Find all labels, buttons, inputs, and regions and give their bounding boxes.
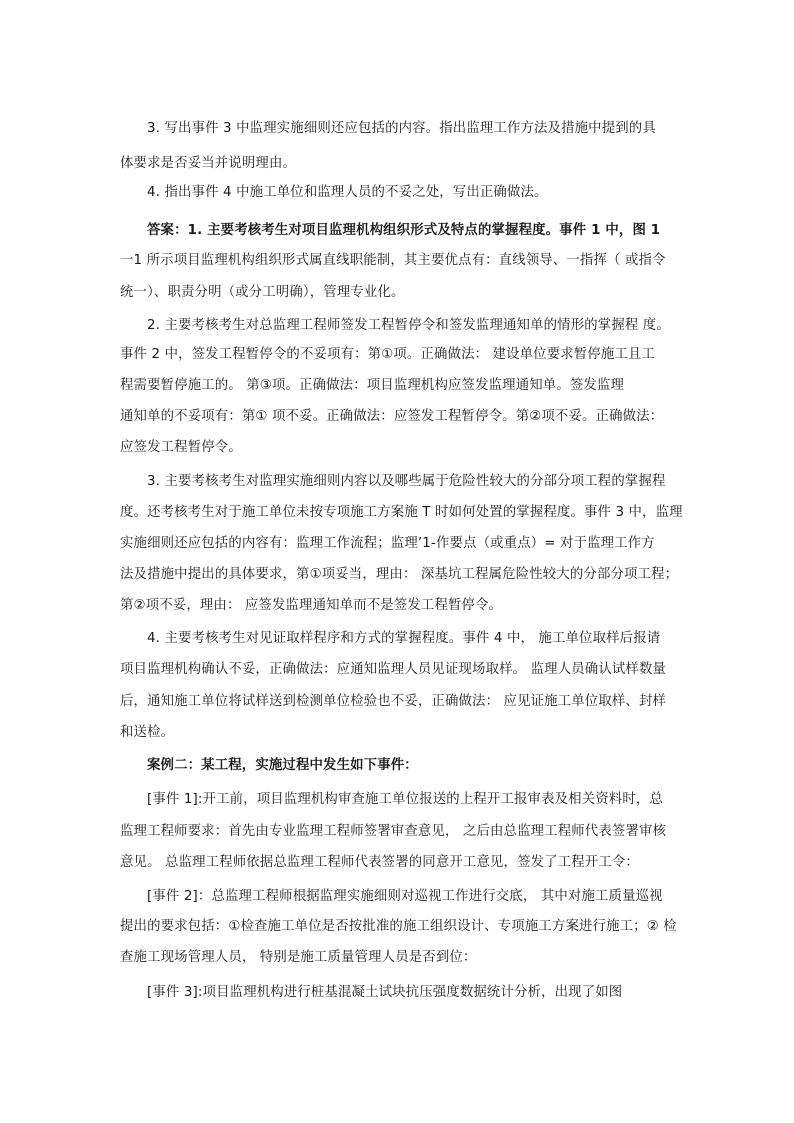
answer-3-line-3: 实施细则还应包括的内容有：监理工作流程；监理’1-作要点（或重点）= 对于监理工作方 (120, 536, 655, 551)
answer-2-line-3: 程需要暂停施工的。 第③项。正确做法：项目监理机构应签发监理通知单。签发监理 (120, 378, 625, 393)
answer-3-line-2: 度。还考核考生对于施工单位未按专项施工方案施 T 时如何处置的掌握程度。事件 3 中，监理 (120, 505, 683, 520)
answer-1-line-3: 统一）、职责分明（或分工明确），管理专业化。 (120, 285, 405, 300)
case-2-heading: 案例二：某工程，实施过程中发生如下事件： (147, 758, 418, 773)
event-2-line-3: 查施工现场管理人员， 特别是施工质量管理人员是否到位： (120, 950, 477, 965)
answer-2-line-1: 2. 主要考核考生对总监理工程师签发工程暂停令和签发监理通知单的情形的掌握程 度。 (147, 318, 670, 333)
answer-4-line-2: 项目监理机构确认不妥，正确做法：应通知监理人员见证现场取样。 监理人员确认试样数量 (120, 662, 667, 677)
answer-3-line-4: 法及措施中提出的具体要求，第①项妥当，理由： 深基坑工程属危险性较大的分部分项工程； (120, 567, 679, 582)
answer-1-line-2: 一1 所示项目监理机构组织形式属直线职能制，其主要优点有：直线领导、一指挥（ 或指令 (120, 253, 666, 268)
event-1-line-1: [事件 1]:开工前，项目监理机构审查施工单位报送的上程开工报审表及相关资料时，总 (147, 792, 663, 807)
answer-2-line-2: 事件 2 中，签发工程暂停令的不妥项有：第①项。正确做法： 建设单位要求暂停施工且工 (120, 347, 656, 362)
event-3-line-1: [事件 3]:项目监理机构进行桩基混凝土试块抗压强度数据统计分析，出现了如图 (147, 985, 623, 1000)
question-3-line-2: 体要求是否妥当并说明理由。 (120, 156, 297, 171)
answer-1-line-1: 答案：1. 主要考核考生对项目监理机构组织形式及特点的掌握程度。事件 1 中，图 1 (147, 223, 661, 238)
answer-3-line-5: 第②项不妥，理由： 应签发监理通知单而不是签发工程暂停令。 (120, 598, 503, 613)
answer-4-line-4: 和送检。 (120, 725, 175, 740)
answer-2-line-5: 应签发工程暂停令。 (120, 440, 242, 455)
answer-4-line-3: 后，通知施工单位将试样送到检测单位检验也不妥，正确做法： 应见证施工单位取样、封样 (120, 694, 667, 709)
event-1-line-2: 监理工程师要求：首先由专业监理工程师签署审查意见， 之后由总监理工程师代表签署审核 (120, 824, 667, 839)
event-2-line-2: 提出的要求包括：①检查施工单位是否按批准的施工组织设计、专项施工方案进行施工；② 检 (120, 919, 677, 934)
event-1-line-3: 意见。 总监理工程师依据总监理工程师代表签署的同意开工意见，签发了工程开工令： (120, 855, 639, 870)
answer-4-line-1: 4. 主要考核考生对见证取样程序和方式的掌握程度。事件 4 中， 施工单位取样后报请 (147, 631, 661, 646)
answer-2-line-4: 通知单的不妥项有：第① 项不妥。正确做法：应签发工程暂停令。第②项不妥。正确做法： (120, 409, 664, 424)
question-4-line-1: 4. 指出事件 4 中施工单位和监理人员的不妥之处，写出正确做法。 (147, 185, 548, 200)
question-3-line-1: 3. 写出事件 3 中监理实施细则还应包括的内容。指出监理工作方法及措施中提到的具 (147, 121, 656, 136)
event-2-line-1: [事件 2]：总监理工程师根据监理实施细则对巡视工作进行交底， 其中对施工质量巡视 (147, 889, 663, 904)
answer-3-line-1: 3. 主要考核考生对监理实施细则内容以及哪些属于危险性较大的分部分项工程的掌握程 (147, 474, 666, 489)
